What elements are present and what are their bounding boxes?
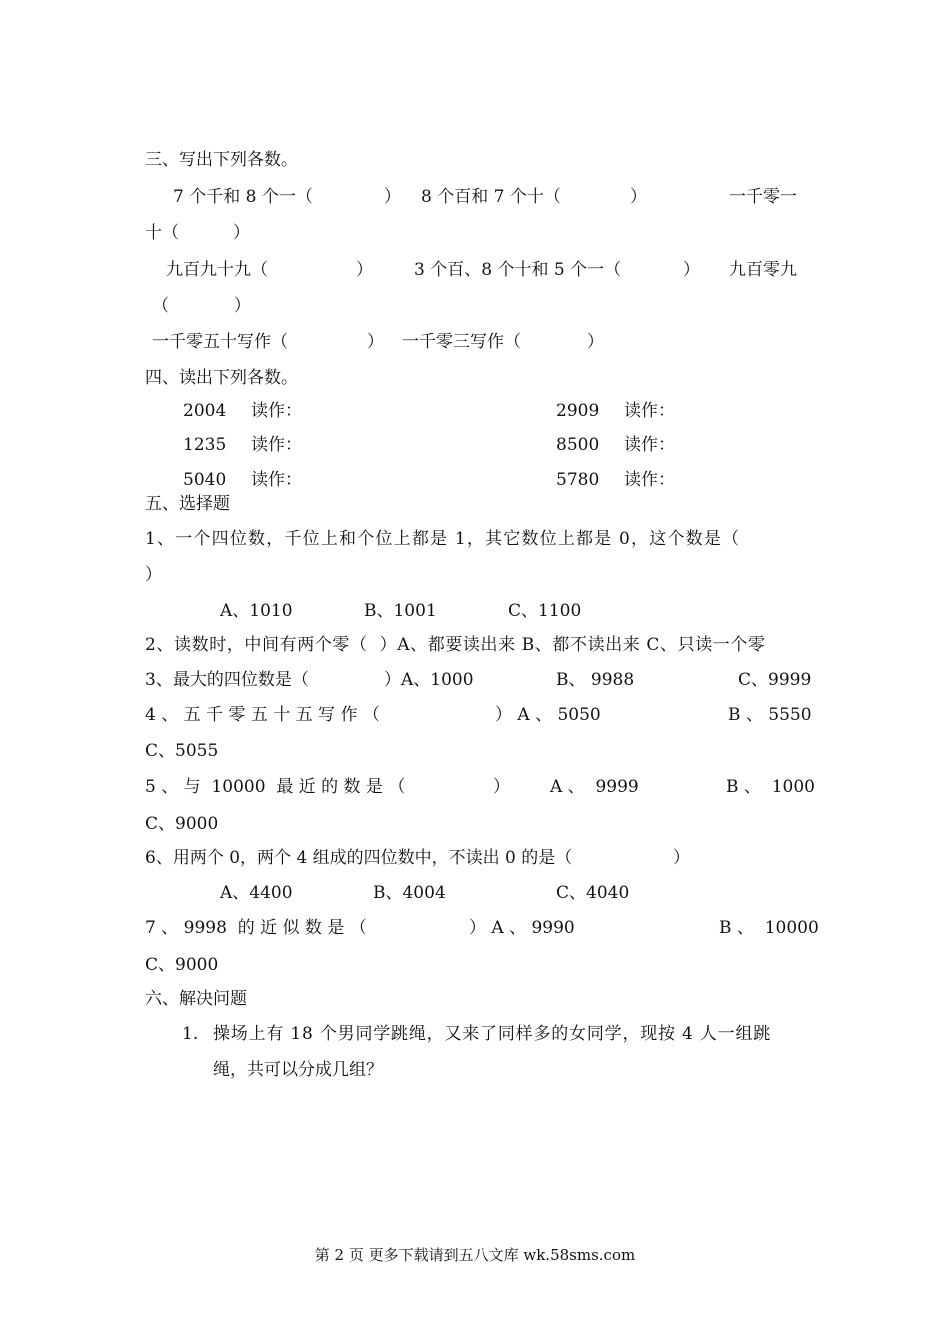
q1-option-a: A、1010 — [220, 601, 293, 621]
question-3: 3、最大的四位数是（ — [145, 670, 309, 690]
section-4-title: 四、读出下列各数。 — [145, 368, 298, 388]
sec3-item-8-label: 一千零三写作（ — [402, 332, 521, 352]
problem-1-number: 1. — [182, 1024, 199, 1044]
q4-option-a: ） A 、 5050 — [495, 705, 601, 725]
sec3-item-7-label: 一千零五十写作（ — [152, 332, 288, 352]
sec3-item-7-close: ） — [367, 332, 384, 352]
q6-close: ） — [673, 848, 690, 868]
sec3-item-5-label: 3 个百、8 个十和 5 个一（ — [414, 260, 622, 280]
problem-1-line-1: 操场上有 18 个男同学跳绳，又来了同样多的女同学，现按 4 人一组跳 — [213, 1024, 772, 1044]
read-label-2: 读作： — [624, 401, 675, 421]
read-number-1: 2004 — [183, 401, 227, 421]
q6-option-c: C、4040 — [556, 883, 630, 903]
q7-option-a: ） A 、 9990 — [469, 918, 575, 938]
q5-option-c: C、9000 — [145, 814, 219, 834]
read-number-5: 5040 — [183, 470, 227, 490]
q7-option-b: B 、 10000 — [719, 918, 819, 938]
read-label-4: 读作： — [624, 435, 675, 455]
q7-option-c: C、9000 — [145, 955, 219, 975]
q5-option-a: A 、 9999 — [550, 777, 639, 797]
read-label-3: 读作： — [251, 435, 302, 455]
question-5: 5 、 与 10000 最 近 的 数 是 （ — [145, 777, 406, 797]
question-2: 2、读数时，中间有两个零（ ）A、都要读出来 B、都不读出来 C、只读一个零 — [145, 635, 766, 655]
sec3-item-5-close: ） — [683, 260, 700, 280]
sec3-item-4-label: 九百九十九（ — [166, 260, 268, 280]
sec3-item-4-close: ） — [356, 260, 373, 280]
q4-option-b: B 、 5550 — [728, 705, 812, 725]
read-label-5: 读作： — [251, 470, 302, 490]
question-6: 6、用两个 0，两个 4 组成的四位数中，不读出 0 的是（ — [145, 848, 573, 868]
page-footer: 第 2 页 更多下载请到五八文库 wk.58sms.com — [314, 1246, 636, 1264]
section-6-title: 六、解决问题 — [145, 989, 247, 1009]
sec3-item-2-close: ） — [630, 187, 647, 207]
read-label-6: 读作： — [624, 470, 675, 490]
q3-option-c: C、9999 — [738, 670, 812, 690]
read-number-4: 8500 — [556, 435, 600, 455]
question-1-cont: ） — [145, 565, 162, 585]
q3-option-b: B、 9988 — [556, 670, 635, 690]
q5-close: ） — [493, 777, 510, 797]
question-7: 7 、 9998 的 近 似 数 是 （ — [145, 918, 367, 938]
sec3-item-1-label: 7 个千和 8 个一（ — [173, 187, 313, 207]
problem-1-line-2: 绳，共可以分成几组？ — [213, 1060, 383, 1080]
sec3-item-3-label: 一千零一 — [729, 187, 797, 207]
q1-option-b: B、1001 — [364, 601, 437, 621]
sec3-item-1-close: ） — [384, 187, 401, 207]
section-5-title: 五、选择题 — [145, 494, 230, 514]
sec3-item-2-label: 8 个百和 7 个十（ — [421, 187, 561, 207]
read-label-1: 读作： — [251, 401, 302, 421]
q5-option-b: B 、 1000 — [726, 777, 815, 797]
q4-option-c: C、5055 — [145, 741, 219, 761]
sec3-item-6-cont: （ ） — [152, 296, 251, 316]
question-1: 1、一个四位数，千位上和个位上都是 1，其它数位上都是 0，这个数是（ — [145, 529, 741, 549]
q6-option-b: B、4004 — [373, 883, 446, 903]
q6-option-a: A、4400 — [220, 883, 293, 903]
read-number-6: 5780 — [556, 470, 600, 490]
read-number-3: 1235 — [183, 435, 227, 455]
q3-option-a: ）A、1000 — [384, 670, 474, 690]
sec3-item-8-close: ） — [587, 332, 604, 352]
sec3-item-3-cont: 十（ ） — [145, 223, 251, 243]
sec3-item-6-label: 九百零九 — [729, 260, 797, 280]
section-3-title: 三、写出下列各数。 — [145, 150, 298, 170]
q1-option-c: C、1100 — [508, 601, 582, 621]
read-number-2: 2909 — [556, 401, 600, 421]
question-4: 4 、 五 千 零 五 十 五 写 作 （ — [145, 705, 380, 725]
